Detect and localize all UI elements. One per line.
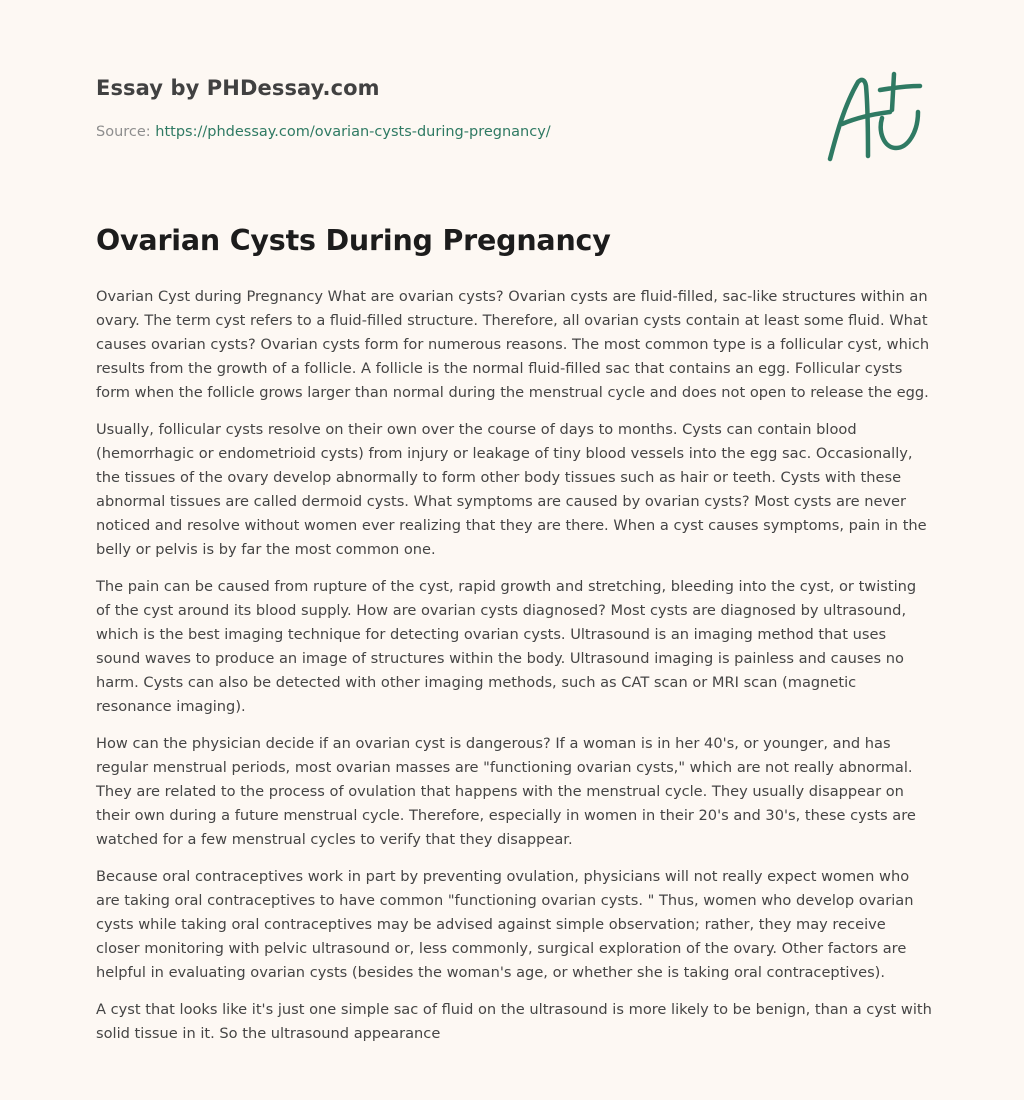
essay-paragraph: How can the physician decide if an ovarian cyst is dangerous? If a woman is in her 40's, or younger, and has regular menstrual periods, most ovarian masses are "functioning ovarian cysts," which are not really abnormal. They are related to the process of ovulation that happens with the menstrual cycle. They usually disappear on their own during a future menstrual cycle. Therefore, especially in women in their 20's and 30's, these cysts are watched for a few menstrual cycles to verify that they disappear.	[96, 735, 916, 848]
site-title: Essay by PHDessay.com	[96, 76, 380, 100]
a-plus-grade-icon	[822, 66, 928, 166]
essay-paragraph: Ovarian Cyst during Pregnancy What are ovarian cysts? Ovarian cysts are fluid-filled, sac-like structures within an ovary. The term cyst refers to a fluid-filled structure. Therefore, all ovarian cysts contain at least some fluid. What causes ovarian cysts? Ovarian cysts form for numerous reasons. The most common type is a follicular cyst, which results from the growth of a follicle. A follicle is the normal fluid-filled sac that contains an egg. Follicular cysts form when the follicle grows larger than normal during the menstrual cycle and does not open to release the egg.	[96, 288, 930, 401]
source-link[interactable]: https://phdessay.com/ovarian-cysts-during-pregnancy/	[155, 124, 551, 140]
essay-title: Ovarian Cysts During Pregnancy	[96, 224, 611, 257]
essay-body	[96, 285, 932, 1059]
essay-paragraph: Usually, follicular cysts resolve on their own over the course of days to months. Cysts can contain blood (hemorrhagic or endometrioid cysts) from injury or leakage of tiny blood vessels into the egg sac. Occasionally, the tissues of the ovary develop abnormally to form other body tissues such as hair or teeth. Cysts with these abnormal tissues are called dermoid cysts. What symptoms are caused by ovarian cysts? Most cysts are never noticed and resolve without women ever realizing that they are there. When a cyst causes symptoms, pain in the belly or pelvis is by far the most common one.	[96, 421, 927, 558]
essay-paragraph: The pain can be caused from rupture of the cyst, rapid growth and stretching, bleeding into the cyst, or twisting of the cyst around its blood supply. How are ovarian cysts diagnosed? Most cysts are diagnosed by ultrasound, which is the best imaging technique for detecting ovarian cysts. Ultrasound is an imaging method that uses sound waves to produce an image of structures within the body. Ultrasound imaging is painless and causes no harm. Cysts can also be detected with other imaging methods, such as CAT scan or MRI scan (magnetic resonance imaging).	[96, 578, 917, 715]
essay-paragraph: Because oral contraceptives work in part by preventing ovulation, physicians will not really expect women who are taking oral contraceptives to have common "functioning ovarian cysts. " Thus, women who develop ovarian cysts while taking oral contraceptives may be advised against simple observation; rather, they may receive closer monitoring with pelvic ultrasound or, less commonly, surgical exploration of the ovary. Other factors are helpful in evaluating ovarian cysts (besides the woman's age, or whether she is taking oral contraceptives).	[96, 868, 914, 981]
source-label: Source:	[96, 124, 151, 140]
source-line	[96, 124, 551, 140]
essay-paragraph: A cyst that looks like it's just one simple sac of fluid on the ultrasound is more likely to be benign, than a cyst with solid tissue in it. So the ultrasound appearance	[96, 1001, 932, 1042]
